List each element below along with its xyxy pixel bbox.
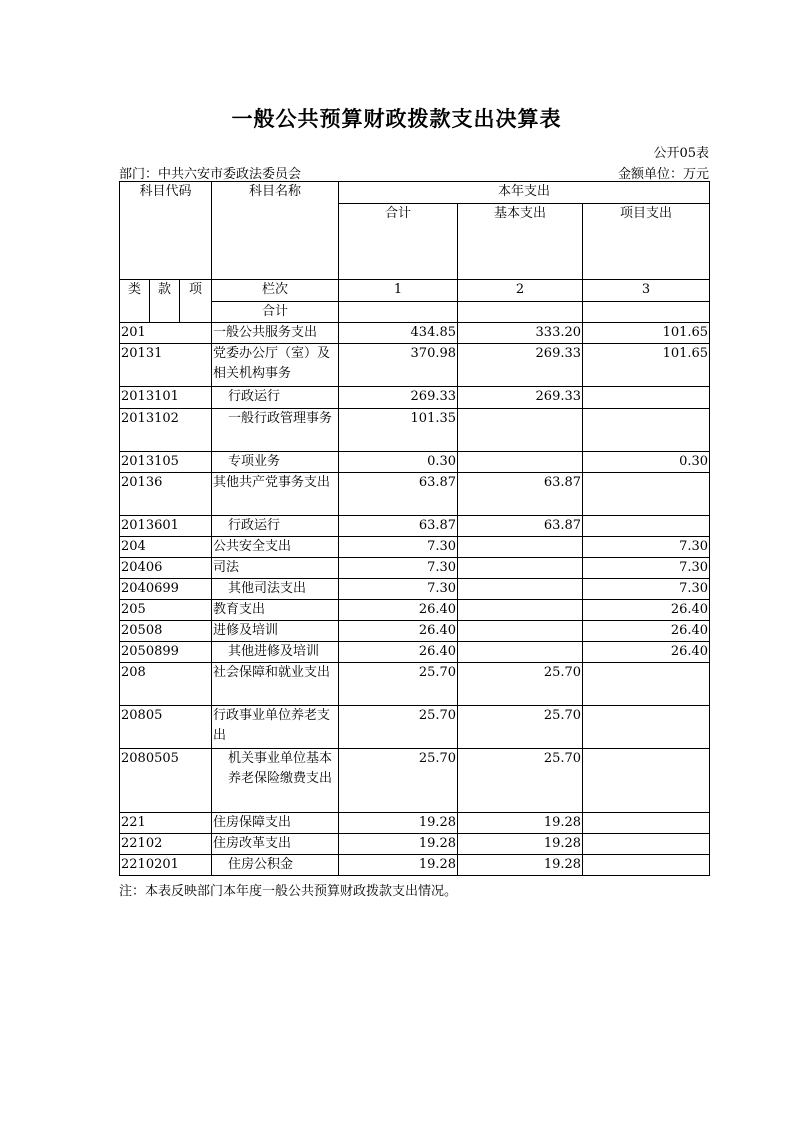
row-project: 7.30 xyxy=(583,579,710,600)
row-project xyxy=(583,516,710,537)
table-row xyxy=(120,387,710,409)
row-total: 19.28 xyxy=(339,813,458,834)
row-code: 2013102 xyxy=(120,409,212,452)
row-name: 住房公积金 xyxy=(212,855,339,876)
row-code: 22102 xyxy=(120,834,212,855)
row-total: 0.30 xyxy=(339,452,458,473)
row-total: 25.70 xyxy=(339,706,458,749)
row-basic xyxy=(458,558,583,579)
row-code: 2210201 xyxy=(120,855,212,876)
sum-basic-cell xyxy=(458,302,583,323)
row-code: 2013601 xyxy=(120,516,212,537)
row-code: 20131 xyxy=(120,344,212,387)
table-row xyxy=(120,579,710,600)
row-project xyxy=(583,409,710,452)
row-code: 20805 xyxy=(120,706,212,749)
row-name: 社会保障和就业支出 xyxy=(212,663,339,706)
row-code: 221 xyxy=(120,813,212,834)
row-total: 269.33 xyxy=(339,387,458,409)
row-code: 2013105 xyxy=(120,452,212,473)
row-project: 7.30 xyxy=(583,558,710,579)
row-basic: 269.33 xyxy=(458,344,583,387)
table-row xyxy=(120,834,710,855)
row-name: 司法 xyxy=(212,558,339,579)
row-name: 专项业务 xyxy=(212,452,339,473)
row-project: 26.40 xyxy=(583,642,710,663)
row-project: 26.40 xyxy=(583,600,710,621)
row-project: 7.30 xyxy=(583,537,710,558)
row-name: 行政运行 xyxy=(212,516,339,537)
row-name: 住房保障支出 xyxy=(212,813,339,834)
table-row xyxy=(120,621,710,642)
header-project: 项目支出 xyxy=(583,204,710,280)
header-basic: 基本支出 xyxy=(458,204,583,280)
header-col2: 2 xyxy=(458,280,583,302)
table-row xyxy=(120,642,710,663)
row-total: 7.30 xyxy=(339,537,458,558)
header-col1: 1 xyxy=(339,280,458,302)
table-row xyxy=(120,473,710,516)
header-col3: 3 xyxy=(583,280,710,302)
header-total: 合计 xyxy=(339,204,458,280)
row-code: 20508 xyxy=(120,621,212,642)
row-project: 101.65 xyxy=(583,344,710,387)
row-project xyxy=(583,749,710,813)
row-name: 其他进修及培训 xyxy=(212,642,339,663)
row-code: 201 xyxy=(120,323,212,344)
row-total: 19.28 xyxy=(339,855,458,876)
row-basic xyxy=(458,452,583,473)
row-basic: 19.28 xyxy=(458,855,583,876)
header-kuan: 款 xyxy=(150,280,180,323)
row-project xyxy=(583,813,710,834)
row-name: 进修及培训 xyxy=(212,621,339,642)
row-name: 一般行政管理事务 xyxy=(212,409,339,452)
row-basic: 63.87 xyxy=(458,473,583,516)
row-name: 公共安全支出 xyxy=(212,537,339,558)
row-total: 101.35 xyxy=(339,409,458,452)
row-total: 434.85 xyxy=(339,323,458,344)
row-basic: 19.28 xyxy=(458,813,583,834)
sum-row-label: 合计 xyxy=(212,302,339,323)
row-basic xyxy=(458,600,583,621)
table-row xyxy=(120,813,710,834)
row-total: 63.87 xyxy=(339,516,458,537)
row-basic xyxy=(458,409,583,452)
row-total: 26.40 xyxy=(339,642,458,663)
row-code: 204 xyxy=(120,537,212,558)
row-total: 26.40 xyxy=(339,621,458,642)
table-row xyxy=(120,558,710,579)
row-basic: 333.20 xyxy=(458,323,583,344)
row-name: 行政运行 xyxy=(212,387,339,409)
row-code: 20136 xyxy=(120,473,212,516)
row-code: 2080505 xyxy=(120,749,212,813)
row-project xyxy=(583,706,710,749)
row-code: 205 xyxy=(120,600,212,621)
row-basic: 25.70 xyxy=(458,663,583,706)
row-code: 2040699 xyxy=(120,579,212,600)
row-code: 2050899 xyxy=(120,642,212,663)
row-basic: 63.87 xyxy=(458,516,583,537)
row-name: 其他司法支出 xyxy=(212,579,339,600)
row-name: 住房改革支出 xyxy=(212,834,339,855)
row-name: 行政事业单位养老支出 xyxy=(212,706,339,749)
table-row xyxy=(120,516,710,537)
row-project: 101.65 xyxy=(583,323,710,344)
row-total: 7.30 xyxy=(339,579,458,600)
row-name: 党委办公厅（室）及相关机构事务 xyxy=(212,344,339,387)
row-basic xyxy=(458,537,583,558)
row-basic xyxy=(458,642,583,663)
header-xiang: 项 xyxy=(180,280,212,323)
row-basic xyxy=(458,621,583,642)
form-number: 公开05表 xyxy=(653,146,709,161)
table-row xyxy=(120,855,710,876)
row-basic: 19.28 xyxy=(458,834,583,855)
department-label: 部门：中共六安市委政法委员会 xyxy=(119,167,302,182)
table-row xyxy=(120,706,710,749)
header-column-no: 栏次 xyxy=(212,280,339,302)
sum-total-cell xyxy=(339,302,458,323)
table-row xyxy=(120,600,710,621)
row-code: 20406 xyxy=(120,558,212,579)
row-name: 机关事业单位基本养老保险缴费支出 xyxy=(212,749,339,813)
row-project xyxy=(583,387,710,409)
header-subject-name: 科目名称 xyxy=(212,182,339,280)
row-code: 2013101 xyxy=(120,387,212,409)
table-row xyxy=(120,452,710,473)
row-project: 0.30 xyxy=(583,452,710,473)
row-project xyxy=(583,855,710,876)
table-row xyxy=(120,537,710,558)
row-total: 7.30 xyxy=(339,558,458,579)
table-row xyxy=(120,749,710,813)
row-project xyxy=(583,473,710,516)
row-total: 63.87 xyxy=(339,473,458,516)
footnote: 注：本表反映部门本年度一般公共预算财政拨款支出情况。 xyxy=(119,884,458,899)
row-code: 208 xyxy=(120,663,212,706)
row-name: 其他共产党事务支出 xyxy=(212,473,339,516)
row-project: 26.40 xyxy=(583,621,710,642)
row-project xyxy=(583,834,710,855)
row-total: 370.98 xyxy=(339,344,458,387)
row-total: 25.70 xyxy=(339,749,458,813)
row-project xyxy=(583,663,710,706)
row-basic: 269.33 xyxy=(458,387,583,409)
header-current-year: 本年支出 xyxy=(339,182,710,204)
table-row xyxy=(120,663,710,706)
row-basic xyxy=(458,579,583,600)
header-lei: 类 xyxy=(120,280,150,323)
row-name: 教育支出 xyxy=(212,600,339,621)
sum-project-cell xyxy=(583,302,710,323)
row-total: 25.70 xyxy=(339,663,458,706)
table-row xyxy=(120,323,710,344)
row-total: 26.40 xyxy=(339,600,458,621)
expenditure-table xyxy=(119,181,710,876)
amount-unit-label: 金额单位：万元 xyxy=(617,167,709,182)
row-total: 19.28 xyxy=(339,834,458,855)
page-title: 一般公共预算财政拨款支出决算表 xyxy=(231,107,562,131)
row-basic: 25.70 xyxy=(458,749,583,813)
row-name: 一般公共服务支出 xyxy=(212,323,339,344)
table-row xyxy=(120,409,710,452)
row-basic: 25.70 xyxy=(458,706,583,749)
header-subject-code: 科目代码 xyxy=(120,182,212,280)
table-row xyxy=(120,344,710,387)
